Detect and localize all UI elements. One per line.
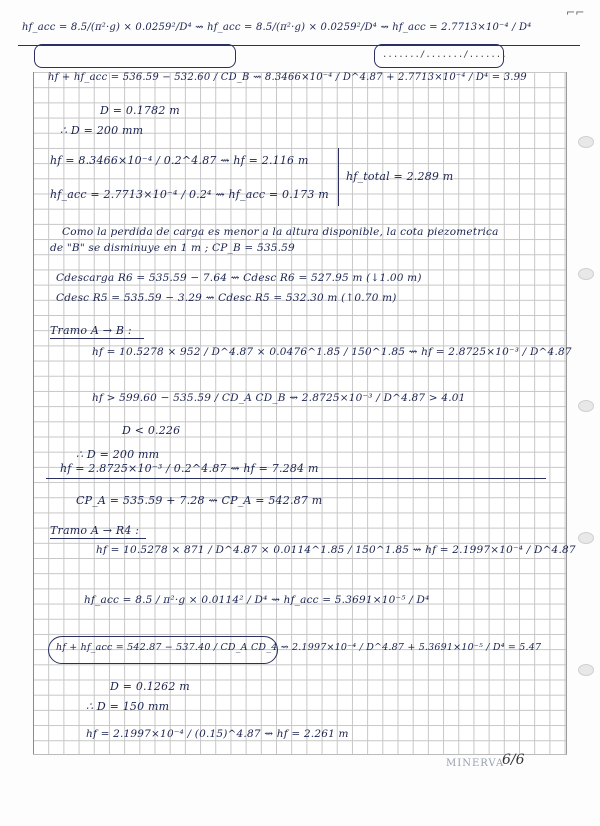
equation-line: CP_A = 535.59 + 7.28 ⇝ CP_A = 542.87 m <box>76 494 323 507</box>
equation-line: Cdescarga R6 = 535.59 − 7.64 ⇝ Cdesc R6 = 527.95 m (↓1.00 m) <box>56 272 422 284</box>
equation-line: hf_acc = 2.7713×10⁻⁴ / 0.2⁴ ⇝ hf_acc = 0.173 m <box>50 188 329 201</box>
equation-line: hf + hf_acc = 542.87 − 537.40 / CD_A CD_4 ⇝ 2.1997×10⁻⁴ / D^4.87 + 5.3691×10⁻⁵ / D⁴ = 5.47 <box>56 642 542 653</box>
equation-line: ∴ D = 200 mm <box>76 448 160 461</box>
binder-hole <box>578 400 594 412</box>
equation-line: hf = 2.8725×10⁻³ / 0.2^4.87 ⇝ hf = 7.284 m <box>60 462 319 475</box>
section-heading: Tramo A → B : <box>50 324 132 337</box>
equation-line: hf = 10.5278 × 871 / D^4.87 × 0.0114^1.85 / 150^1.85 ⇝ hf = 2.1997×10⁻⁴ / D^4.87 <box>96 544 576 556</box>
equation-line: D = 0.1782 m <box>100 104 180 117</box>
heading-underline <box>50 538 146 539</box>
formula-top: hf_acc = 8.5/(π²·g) × 0.0259²/D⁴ ⇝ hf_acc = 8.5/(π²·g) × 0.0259²/D⁴ ⇝ hf_acc = 2.7713×10⁻⁴ / D⁴ <box>22 22 532 33</box>
date-slot: ......./......./....... <box>382 50 507 60</box>
equation-line: D < 0.226 <box>122 424 181 437</box>
equation-line: Cdesc R5 = 535.59 − 3.29 ⇝ Cdesc R5 = 532.30 m (↑0.70 m) <box>56 292 397 304</box>
equation-line: hf = 2.1997×10⁻⁴ / (0.15)^4.87 ⇝ hf = 2.261 m <box>86 728 349 740</box>
section-divider <box>46 478 546 479</box>
equation-line: hf = 8.3466×10⁻⁴ / 0.2^4.87 ⇝ hf = 2.116 m <box>50 154 309 167</box>
equation-line: ∴ D = 150 mm <box>86 700 170 713</box>
note-text: de "B" se disminuye en 1 m ; CP_B = 535.59 <box>50 242 295 254</box>
brace-right <box>46 148 339 206</box>
equation-line: ∴ D = 200 mm <box>60 124 144 137</box>
header-tab-left <box>34 44 236 68</box>
equation-line: hf_total = 2.289 m <box>346 170 454 183</box>
corner-mark: ⌐⌐ <box>566 6 585 19</box>
binder-hole <box>578 268 594 280</box>
page-number: 6/6 <box>502 752 525 768</box>
heading-underline <box>50 338 144 339</box>
margin-line <box>33 72 34 754</box>
note-text: Como la perdida de carga es menor a la altura disponible, la cota piezometrica <box>62 226 499 238</box>
binder-hole <box>578 664 594 676</box>
binder-hole <box>578 136 594 148</box>
binder-hole <box>578 532 594 544</box>
section-heading: Tramo A → R4 : <box>50 524 140 537</box>
equation-line: hf = 10.5278 × 952 / D^4.87 × 0.0476^1.85 / 150^1.85 ⇝ hf = 2.8725×10⁻³ / D^4.87 <box>92 346 572 358</box>
equation-line: hf + hf_acc = 536.59 − 532.60 / CD_B ⇝ 8.3466×10⁻⁴ / D^4.87 + 2.7713×10⁻⁴ / D⁴ = 3.99 <box>48 72 527 83</box>
equation-line: hf_acc = 8.5 / π²·g × 0.0114² / D⁴ ⇝ hf_acc = 5.3691×10⁻⁵ / D⁴ <box>84 594 430 606</box>
equation-line: D = 0.1262 m <box>110 680 190 693</box>
brand-logo: MINERVA <box>446 758 505 769</box>
equation-line: hf > 599.60 − 535.59 / CD_A CD_B ⇝ 2.8725×10⁻³ / D^4.87 > 4.01 <box>92 392 466 404</box>
